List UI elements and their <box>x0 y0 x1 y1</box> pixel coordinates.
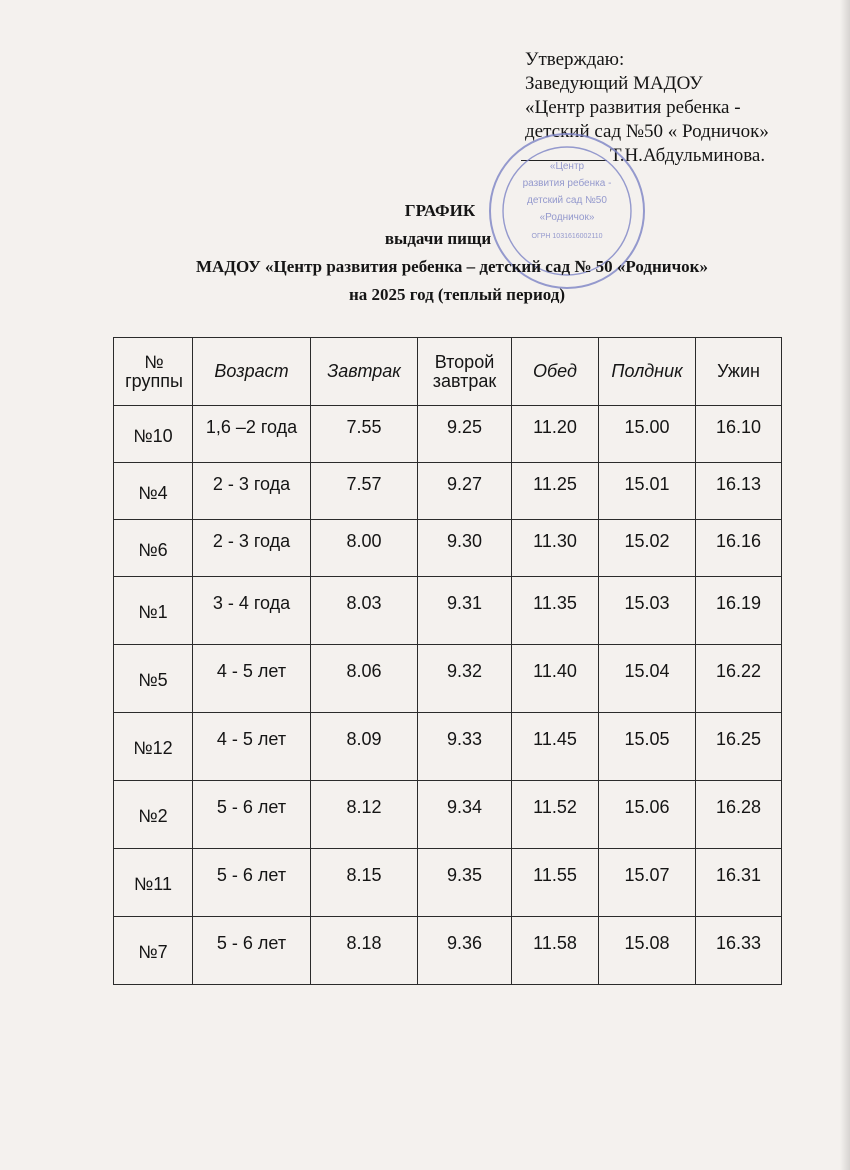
table-row <box>114 645 782 713</box>
table-row <box>114 917 782 985</box>
cell-text: 8.12 <box>346 797 382 817</box>
afternoon-snack-time-cell <box>599 781 696 849</box>
dinner-time-cell <box>696 849 782 917</box>
breakfast-time-cell <box>311 645 418 713</box>
second-breakfast-time-cell <box>418 781 512 849</box>
document-title: ГРАФИК <box>404 201 476 220</box>
age-cell <box>193 406 311 463</box>
cell-text: №1 <box>138 602 168 622</box>
afternoon-snack-column-header: Полдник <box>599 338 696 406</box>
second-breakfast-time-cell <box>418 577 512 645</box>
second-breakfast-time-cell <box>418 849 512 917</box>
cell-text: 5 - 6 лет <box>216 933 287 953</box>
dinner-time-cell <box>696 520 782 577</box>
breakfast-time-cell <box>311 406 418 463</box>
dinner-time-cell <box>696 577 782 645</box>
cell-text: 16.33 <box>715 933 762 953</box>
group-cell <box>114 849 193 917</box>
afternoon-snack-time-cell <box>599 713 696 781</box>
group-cell <box>114 781 193 849</box>
dinner-time-cell <box>696 917 782 985</box>
cell-text: 11.30 <box>533 530 577 551</box>
cell-text: №10 <box>133 425 173 446</box>
cell-text: 8.06 <box>346 661 382 681</box>
cell-text: 9.36 <box>446 933 483 953</box>
cell-text: №11 <box>134 874 172 894</box>
second-breakfast-time-cell <box>418 917 512 985</box>
age-cell <box>193 520 311 577</box>
stamp-text: ОГРН 1031616002110 <box>531 233 603 240</box>
cell-text: №7 <box>138 942 168 962</box>
stamp-text: «Родничок» <box>539 212 595 223</box>
age-cell <box>193 645 311 713</box>
stamp-text: детский сад №50 <box>527 195 607 206</box>
dinner-time-cell <box>696 463 782 520</box>
cell-text: 7.57 <box>346 473 382 494</box>
table-row <box>114 520 782 577</box>
cell-text: 15.05 <box>624 729 670 749</box>
approval-organization-line: детский сад №50 « Родничок» <box>525 121 769 142</box>
document-period: на 2025 год (теплый период) <box>348 285 566 304</box>
cell-text: 9.33 <box>446 729 483 749</box>
group-cell <box>114 406 193 463</box>
cell-text: 8.00 <box>346 530 382 551</box>
cell-text: 15.02 <box>624 530 670 551</box>
lunch-time-cell <box>512 849 599 917</box>
cell-text: 16.19 <box>715 593 762 613</box>
cell-text: 16.31 <box>715 865 762 885</box>
age-cell <box>193 577 311 645</box>
second-breakfast-time-cell <box>418 713 512 781</box>
second-breakfast-time-cell <box>418 406 512 463</box>
cell-text: 11.55 <box>533 865 577 885</box>
second-breakfast-time-cell <box>418 645 512 713</box>
cell-text: 9.25 <box>446 416 483 437</box>
cell-text: 15.08 <box>624 933 670 953</box>
cell-text: 11.25 <box>533 473 577 494</box>
approval-line: Утверждаю: <box>525 49 625 70</box>
dinner-time-cell <box>696 781 782 849</box>
cell-text: 9.31 <box>446 593 483 613</box>
document-organization: МАДОУ «Центр развития ребенка – детский сад № 50 «Родничок» <box>196 257 708 276</box>
afternoon-snack-time-cell <box>599 849 696 917</box>
breakfast-time-cell <box>311 917 418 985</box>
afternoon-snack-time-cell <box>599 463 696 520</box>
cell-text: №2 <box>138 806 168 826</box>
meal-schedule-table <box>113 337 782 985</box>
approval-organization-line: «Центр развития ребенка - <box>525 97 741 118</box>
cell-text: 4 - 5 лет <box>216 729 287 749</box>
group-cell <box>114 520 193 577</box>
cell-text: 9.27 <box>446 473 483 494</box>
group-cell <box>114 713 193 781</box>
cell-text: 2 - 3 года <box>212 473 291 494</box>
age-cell <box>193 849 311 917</box>
cell-text: 1,6 –2 года <box>205 416 298 437</box>
age-column-header: Возраст <box>193 338 311 406</box>
breakfast-time-cell <box>311 577 418 645</box>
cell-text: 15.04 <box>624 661 670 681</box>
dinner-time-cell <box>696 406 782 463</box>
table-header-row <box>114 338 782 406</box>
meal-schedule-body <box>114 406 782 985</box>
cell-text: №12 <box>133 738 173 758</box>
cell-text: 11.40 <box>533 661 577 681</box>
cell-text: 7.55 <box>346 416 382 437</box>
cell-text: 11.58 <box>533 933 577 953</box>
stamp-text: развития ребенка - <box>522 178 612 189</box>
cell-text: №4 <box>138 482 168 503</box>
breakfast-time-cell <box>311 781 418 849</box>
table-row <box>114 406 782 463</box>
age-cell <box>193 917 311 985</box>
stamp-text: «Центр <box>549 161 585 172</box>
cell-text: 16.13 <box>715 473 762 494</box>
cell-text: №5 <box>138 670 168 690</box>
cell-text: 9.35 <box>446 865 483 885</box>
cell-text: 9.34 <box>446 797 483 817</box>
breakfast-time-cell <box>311 713 418 781</box>
dinner-column-header: Ужин <box>696 338 782 406</box>
cell-text: 16.22 <box>715 661 762 681</box>
approval-position: Заведующий МАДОУ <box>525 73 703 94</box>
cell-text: 15.01 <box>624 473 670 494</box>
table-row <box>114 577 782 645</box>
table-row <box>114 713 782 781</box>
cell-text: 16.10 <box>715 416 762 437</box>
breakfast-time-cell <box>311 463 418 520</box>
cell-text: №6 <box>138 539 168 560</box>
approval-signature-line <box>515 144 825 168</box>
afternoon-snack-time-cell <box>599 645 696 713</box>
table-row <box>114 849 782 917</box>
lunch-time-cell <box>512 463 599 520</box>
cell-text: 9.32 <box>446 661 483 681</box>
cell-text: 4 - 5 лет <box>216 661 287 681</box>
cell-text: 8.09 <box>346 729 382 749</box>
page-edge <box>840 0 850 1170</box>
cell-text: 16.16 <box>715 530 762 551</box>
breakfast-column-header: Завтрак <box>311 338 418 406</box>
cell-text: 8.03 <box>346 593 382 613</box>
lunch-time-cell <box>512 645 599 713</box>
approver-name: Т.Н.Абдульминова. <box>610 145 766 166</box>
cell-text: 11.20 <box>533 416 577 437</box>
cell-text: 11.45 <box>533 729 577 749</box>
lunch-time-cell <box>512 520 599 577</box>
group-cell <box>114 577 193 645</box>
cell-text: 8.18 <box>346 933 382 953</box>
cell-text: 11.52 <box>533 797 577 817</box>
afternoon-snack-time-cell <box>599 917 696 985</box>
group-cell <box>114 645 193 713</box>
lunch-time-cell <box>512 577 599 645</box>
cell-text: 15.06 <box>624 797 670 817</box>
group-cell <box>114 917 193 985</box>
table-row <box>114 463 782 520</box>
afternoon-snack-time-cell <box>599 520 696 577</box>
second-breakfast-time-cell <box>418 520 512 577</box>
cell-text: 16.25 <box>715 729 762 749</box>
cell-text: 2 - 3 года <box>212 530 291 551</box>
group-column-header: № группы <box>114 338 193 406</box>
second-breakfast-time-cell <box>418 463 512 520</box>
cell-text: 3 - 4 года <box>212 593 291 613</box>
cell-text: 15.03 <box>624 593 670 613</box>
cell-text: 15.07 <box>624 865 670 885</box>
dinner-time-cell <box>696 713 782 781</box>
document-title-block <box>0 197 850 309</box>
cell-text: 8.15 <box>346 865 382 885</box>
group-cell <box>114 463 193 520</box>
table-row <box>114 781 782 849</box>
lunch-time-cell <box>512 781 599 849</box>
breakfast-time-cell <box>311 520 418 577</box>
age-cell <box>193 713 311 781</box>
lunch-time-cell <box>512 713 599 781</box>
cell-text: 5 - 6 лет <box>216 797 287 817</box>
cell-text: 9.30 <box>446 530 483 551</box>
age-cell <box>193 781 311 849</box>
approval-block <box>525 48 825 168</box>
age-cell <box>193 463 311 520</box>
cell-text: 11.35 <box>533 593 577 613</box>
afternoon-snack-time-cell <box>599 406 696 463</box>
lunch-time-cell <box>512 917 599 985</box>
lunch-time-cell <box>512 406 599 463</box>
breakfast-time-cell <box>311 849 418 917</box>
afternoon-snack-time-cell <box>599 577 696 645</box>
cell-text: 5 - 6 лет <box>216 865 287 885</box>
second-breakfast-column-header: Второй завтрак <box>418 338 512 406</box>
document-subtitle: выдачи пищи <box>384 229 492 248</box>
cell-text: 16.28 <box>715 797 762 817</box>
cell-text: 15.00 <box>624 416 670 437</box>
lunch-column-header: Обед <box>512 338 599 406</box>
dinner-time-cell <box>696 645 782 713</box>
